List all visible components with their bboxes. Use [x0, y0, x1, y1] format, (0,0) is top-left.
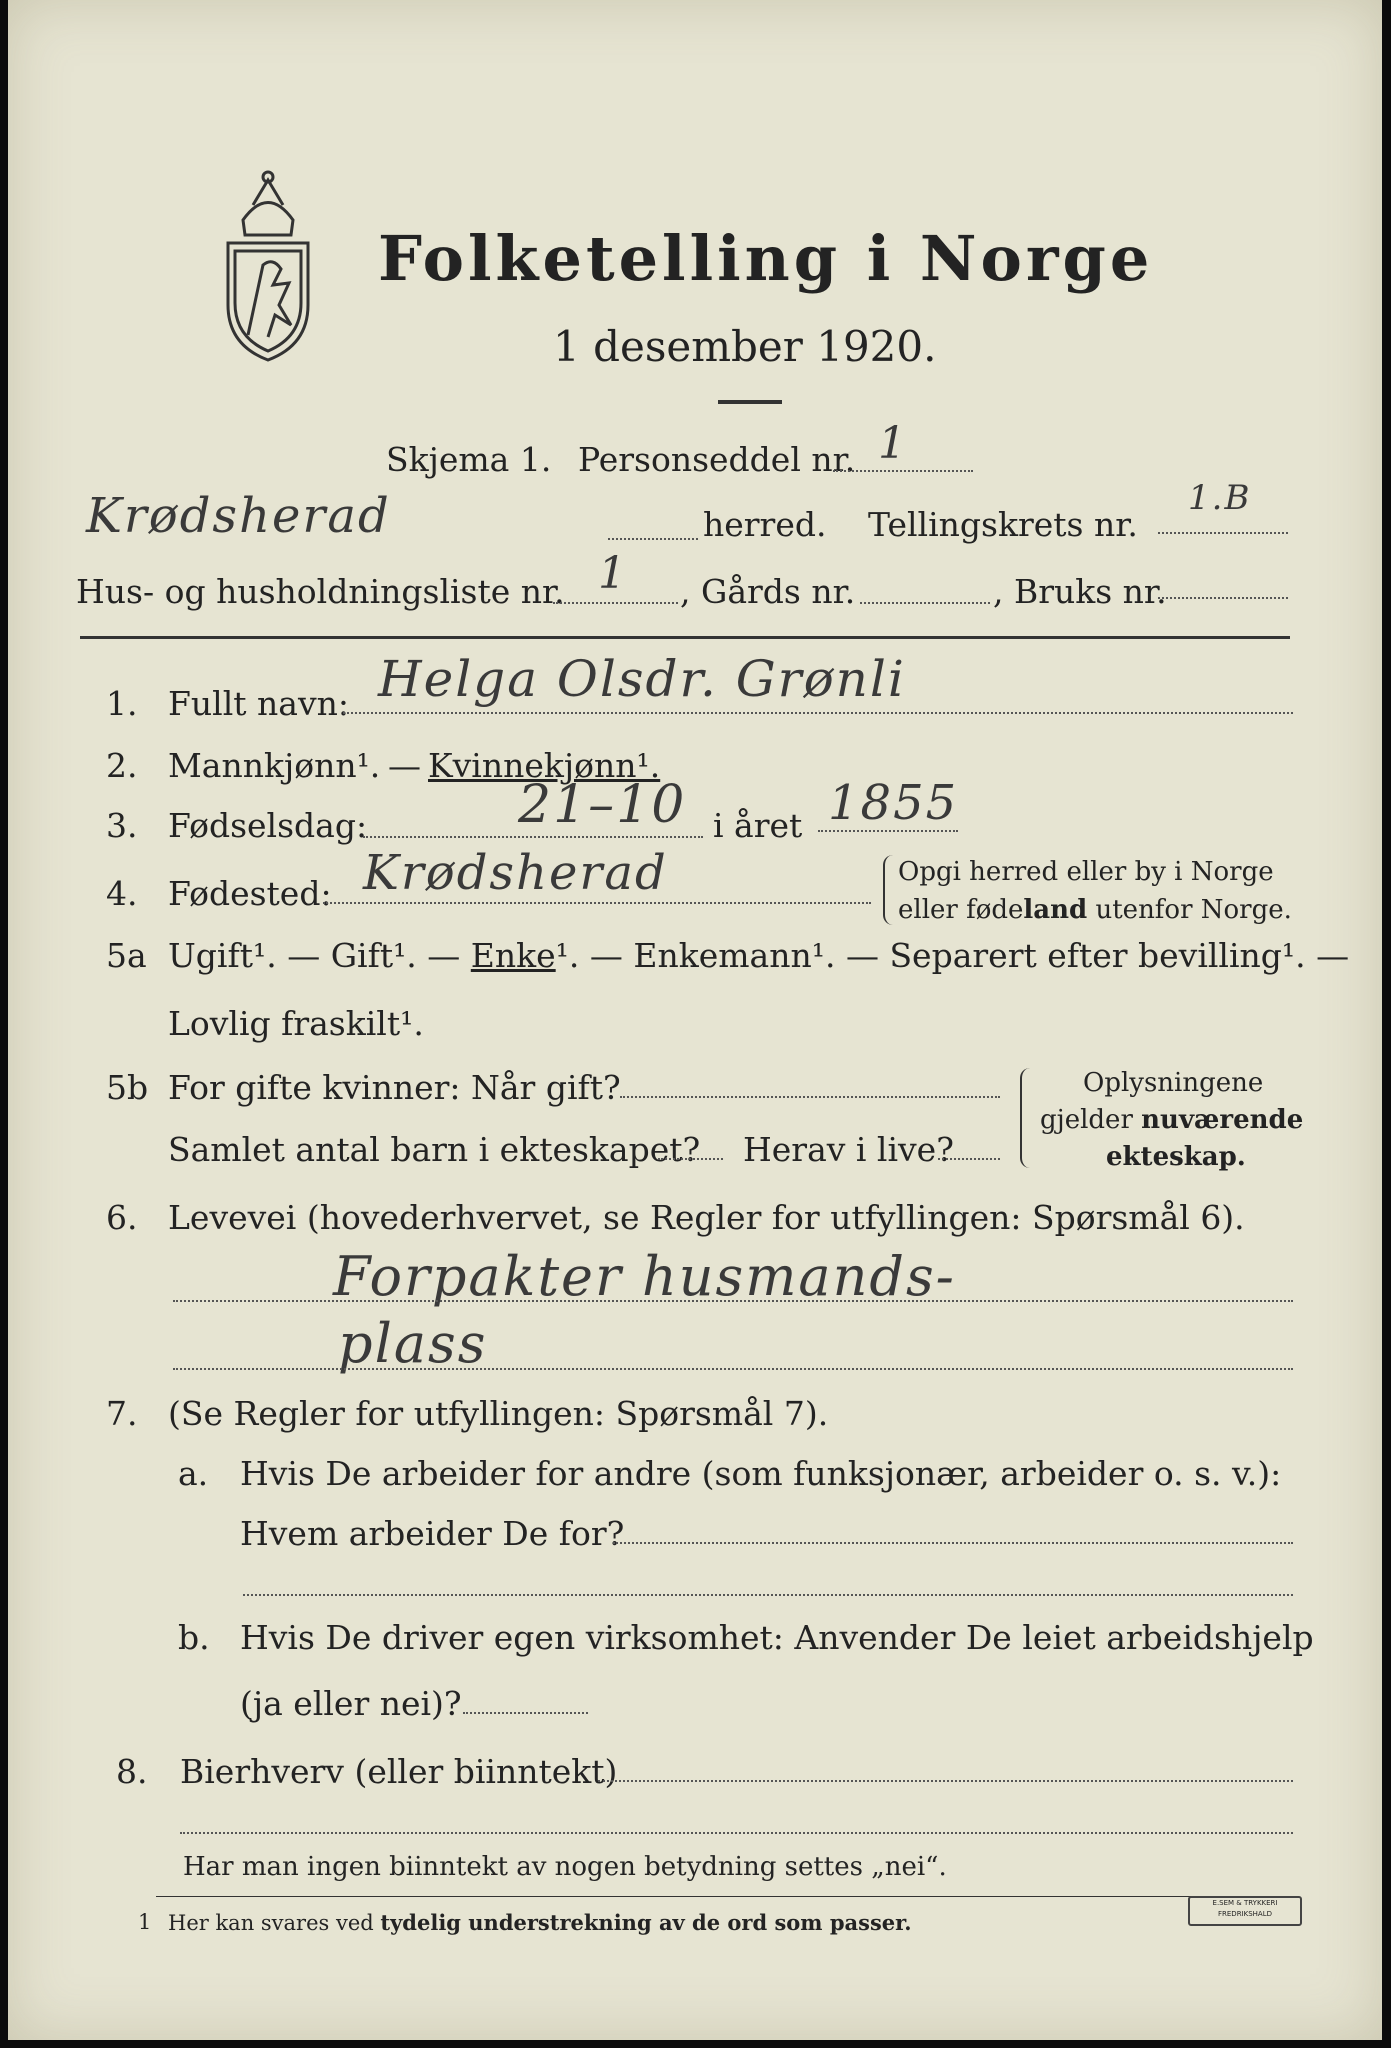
- q5a-options: [168, 936, 1349, 975]
- q2-female-option[interactable]: Kvinnekjønn¹.: [428, 746, 661, 785]
- q4-note-line1: Opgi herred eller by i Norge: [898, 857, 1274, 887]
- personseddel-line: [833, 470, 973, 472]
- q5b-note-line2: gjelder nuværende: [1040, 1105, 1304, 1135]
- alive-line: [938, 1158, 1000, 1160]
- option-fraskilt[interactable]: Lovlig fraskilt¹.: [168, 1004, 424, 1043]
- q5b-married-label: For gifte kvinner: Når gift?: [168, 1068, 621, 1107]
- option-gift[interactable]: Gift¹.: [330, 936, 417, 975]
- option-ugift[interactable]: Ugift¹.: [168, 936, 277, 975]
- q5b-number: 5b: [106, 1068, 149, 1107]
- q1-label: Fullt navn:: [168, 684, 349, 723]
- employer-line2: [243, 1594, 1293, 1596]
- tellingskrets-label: Tellingskrets nr.: [868, 505, 1138, 544]
- q8-label: Bierhverv (eller biinntekt): [180, 1752, 618, 1791]
- personseddel-value[interactable]: 1: [878, 418, 908, 469]
- dash: —: [427, 936, 461, 975]
- q3-year-label: i året: [713, 806, 803, 845]
- q7b-letter: b.: [178, 1618, 210, 1657]
- herred-line: [608, 538, 698, 540]
- q7a-text: Hvis De arbeider for andre (som funksjonær, arbeider o. s. v.):: [240, 1454, 1282, 1493]
- gards-label: , Gårds nr.: [680, 572, 856, 611]
- q7b-text: Hvis De driver egen virksomhet: Anvender De leiet arbeidshjelp: [240, 1618, 1314, 1657]
- printer-stamp: E.SEM & TRYKKERI FREDRIKSHALD: [1188, 1896, 1302, 1926]
- q5b-note-line3: ekteskap.: [1106, 1142, 1246, 1172]
- side-income-line2: [180, 1832, 1293, 1834]
- gards-line: [860, 602, 990, 604]
- dash: —: [1316, 936, 1350, 975]
- skjema-label: Skjema 1.: [386, 440, 552, 479]
- option-enkemann[interactable]: Enkemann¹.: [633, 936, 836, 975]
- herred-label: herred.: [703, 505, 827, 544]
- q7a-letter: a.: [178, 1454, 209, 1493]
- q2-male-option[interactable]: Mannkjønn¹.: [168, 746, 381, 785]
- q2-number: 2.: [106, 746, 138, 785]
- coat-of-arms-icon: [213, 165, 323, 365]
- occupation-line2: [173, 1368, 1293, 1370]
- dash: —: [845, 936, 879, 975]
- q3-number: 3.: [106, 806, 138, 845]
- form-title: Folketelling i Norge: [378, 222, 1154, 295]
- dash: —: [589, 936, 623, 975]
- personseddel-label: Personseddel nr.: [578, 440, 856, 479]
- q6-label: Levevei (hovederhvervet, se Regler for utfyllingen: Spørsmål 6).: [168, 1198, 1245, 1237]
- bruks-line: [1158, 597, 1288, 599]
- herred-value[interactable]: Krødsherad: [86, 488, 391, 544]
- q5b-note-line1: Oplysningene: [1083, 1068, 1264, 1098]
- footnote-text: Her kan svares ved tydelig understrekning av de ord som passer.: [168, 1910, 912, 1935]
- q7-number: 7.: [106, 1394, 138, 1433]
- title-divider: [718, 400, 782, 404]
- q8-number: 8.: [116, 1752, 148, 1791]
- census-form: [8, 0, 1382, 2040]
- q6-number: 6.: [106, 1198, 138, 1237]
- tellingskrets-value[interactable]: 1.B: [1188, 478, 1252, 518]
- birth-year-value[interactable]: 1855: [828, 775, 959, 831]
- q4-note-line2: eller fødeland utenfor Norge.: [898, 895, 1292, 925]
- full-name-value[interactable]: Helga Olsdr. Grønli: [378, 650, 906, 708]
- hired-help-line: [463, 1712, 588, 1714]
- q5b-children-label: Samlet antal barn i ekteskapet?: [168, 1130, 701, 1169]
- birthplace-line: [323, 902, 871, 904]
- option-enke[interactable]: Enke¹.: [470, 936, 580, 975]
- tellingskrets-line: [1158, 532, 1288, 534]
- q7b-question: (ja eller nei)?: [240, 1684, 462, 1723]
- birth-year-line: [818, 830, 958, 832]
- occupation-value-line1[interactable]: Forpakter husmands-: [333, 1245, 956, 1308]
- q4-number: 4.: [106, 874, 138, 913]
- occupation-line1: [173, 1300, 1293, 1302]
- q7a-question: Hvem arbeider De for?: [240, 1514, 625, 1553]
- bruks-label: , Bruks nr.: [993, 572, 1167, 611]
- q5b-note-brace: [1020, 1068, 1032, 1168]
- q1-number: 1.: [106, 684, 138, 723]
- q5a-number: 5a: [106, 936, 147, 975]
- q7-label: (Se Regler for utfyllingen: Spørsmål 7).: [168, 1394, 829, 1433]
- option-separert[interactable]: Separert efter bevilling¹.: [889, 936, 1306, 975]
- q2-separator: —: [388, 746, 421, 785]
- children-line: [658, 1158, 723, 1160]
- employer-line1: [613, 1542, 1293, 1544]
- header-rule: [80, 636, 1290, 639]
- full-name-line: [343, 712, 1293, 714]
- occupation-value-line2[interactable]: plass: [338, 1312, 488, 1375]
- footer-note: Har man ingen biinntekt av nogen betydning settes „nei“.: [183, 1852, 947, 1882]
- q3-label: Fødselsdag:: [168, 806, 368, 845]
- birthplace-value[interactable]: Krødsherad: [363, 845, 668, 901]
- husliste-label: Hus- og husholdningsliste nr.: [76, 572, 565, 611]
- dash: —: [287, 936, 321, 975]
- q4-note-brace: [883, 855, 893, 925]
- birth-day-value[interactable]: 21–10: [518, 775, 687, 835]
- form-date: 1 desember 1920.: [553, 322, 937, 371]
- husliste-line: [553, 602, 678, 604]
- husliste-value[interactable]: 1: [598, 548, 628, 599]
- married-date-line: [620, 1096, 1000, 1098]
- q4-label: Fødested:: [168, 874, 332, 913]
- footer-rule: [156, 1896, 1296, 1897]
- side-income-line: [598, 1780, 1293, 1782]
- footnote-number: 1: [138, 1910, 152, 1934]
- birth-day-line: [363, 836, 703, 838]
- q5b-alive-label: Herav i live?: [743, 1130, 954, 1169]
